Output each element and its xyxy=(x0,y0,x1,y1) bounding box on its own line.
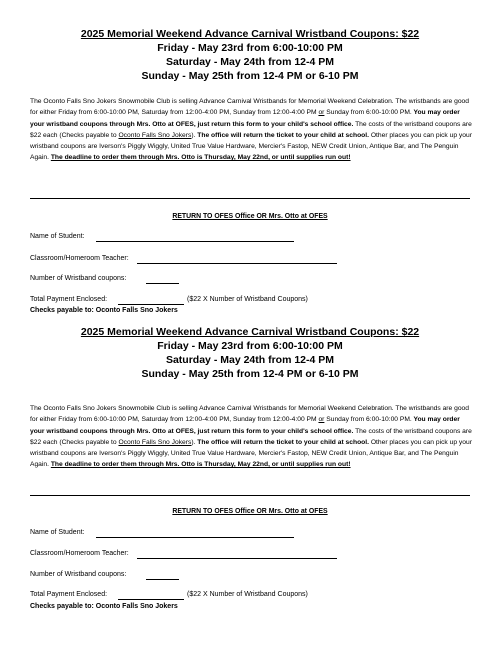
date-saturday: Saturday - May 24th from 12-4 PM xyxy=(165,354,335,366)
payment-line[interactable] xyxy=(118,599,184,600)
teacher-label: Classroom/Homeroom Teacher: xyxy=(30,550,129,557)
count-label: Number of Wristband coupons: xyxy=(30,571,127,578)
cut-line xyxy=(30,495,470,496)
student-label: Name of Student: xyxy=(30,233,85,240)
deadline-text: The deadline to order them through Mrs. Otto is Thursday, May 22nd, or until supplies run out! xyxy=(50,461,351,469)
payment-label: Total Payment Enclosed: xyxy=(30,296,108,303)
deadline-text: The deadline to order them through Mrs. Otto is Thursday, May 22nd, or until supplies run out! xyxy=(50,154,351,162)
info-paragraph: The Oconto Falls Sno Jokers Snowmobile Club is selling Advance Carnival Wristbands for Memorial Weekend Celebration. The wristbands are good for either Friday from 6:00-10:00 PM, Saturday from 12:00-4:00 PM, Sunday from 12:00-4:00 PM or Sunday from 6:00-10:00 PM. You may order your wristband coupons through Mrs. Otto at OFES, just return this form to your child's school office. The costs of the wristband coupons are $22 each (Checks payable to Oconto Falls Sno Jokers). The office will return the ticket to your child at school. Other places you can pick up your wristband coupons are Iverson's Piggly Wiggly, United True Value Hardware, Mercier's Fastop, NEW Credit Union, Antique Bar, and The Penguin Again. The deadline to order them through Mrs. Otto is Thursday, May 22nd, or until supplies run out! xyxy=(30,98,472,162)
date-friday: Friday - May 23rd from 6:00-10:00 PM xyxy=(157,42,343,54)
teacher-label: Classroom/Homeroom Teacher: xyxy=(30,255,129,262)
date-sunday: Sunday - May 25th from 12-4 PM or 6-10 PM xyxy=(141,70,359,82)
coupon-title: 2025 Memorial Weekend Advance Carnival Wristband Coupons: $22 xyxy=(80,326,420,338)
coupon-title: 2025 Memorial Weekend Advance Carnival Wristband Coupons: $22 xyxy=(80,28,420,40)
student-label: Name of Student: xyxy=(30,529,85,536)
payment-label: Total Payment Enclosed: xyxy=(30,591,108,598)
date-friday: Friday - May 23rd from 6:00-10:00 PM xyxy=(157,340,343,352)
teacher-line[interactable] xyxy=(137,558,337,559)
count-label: Number of Wristband coupons: xyxy=(30,275,127,282)
checks-payable: Checks payable to: Oconto Falls Sno Jokers xyxy=(30,603,178,610)
info-paragraph: The Oconto Falls Sno Jokers Snowmobile Club is selling Advance Carnival Wristbands for Memorial Weekend Celebration. The wristbands are good for either Friday from 6:00-10:00 PM, Saturday from 12:00-4:00 PM, Sunday from 12:00-4:00 PM or Sunday from 6:00-10:00 PM. You may order your wristband coupons through Mrs. Otto at OFES, just return this form to your child's school office. The costs of the wristband coupons are $22 each (Checks payable to Oconto Falls Sno Jokers). The office will return the ticket to your child at school. Other places you can pick up your wristband coupons are Iverson's Piggly Wiggly, United True Value Hardware, Mercier's Fastop, NEW Credit Union, Antique Bar, and The Penguin Again. The deadline to order them through Mrs. Otto is Thursday, May 22nd, or until supplies run out! xyxy=(30,405,472,469)
payment-note: ($22 X Number of Wristband Coupons) xyxy=(187,296,308,303)
student-name-line[interactable] xyxy=(96,537,294,538)
checks-payable: Checks payable to: Oconto Falls Sno Jokers xyxy=(30,307,178,314)
return-header: RETURN TO OFES Office OR Mrs. Otto at OFES xyxy=(172,213,328,220)
payment-note: ($22 X Number of Wristband Coupons) xyxy=(187,591,308,598)
return-header: RETURN TO OFES Office OR Mrs. Otto at OFES xyxy=(172,508,328,515)
date-saturday: Saturday - May 24th from 12-4 PM xyxy=(165,56,335,68)
count-line[interactable] xyxy=(146,579,179,580)
date-sunday: Sunday - May 25th from 12-4 PM or 6-10 PM xyxy=(141,368,359,380)
